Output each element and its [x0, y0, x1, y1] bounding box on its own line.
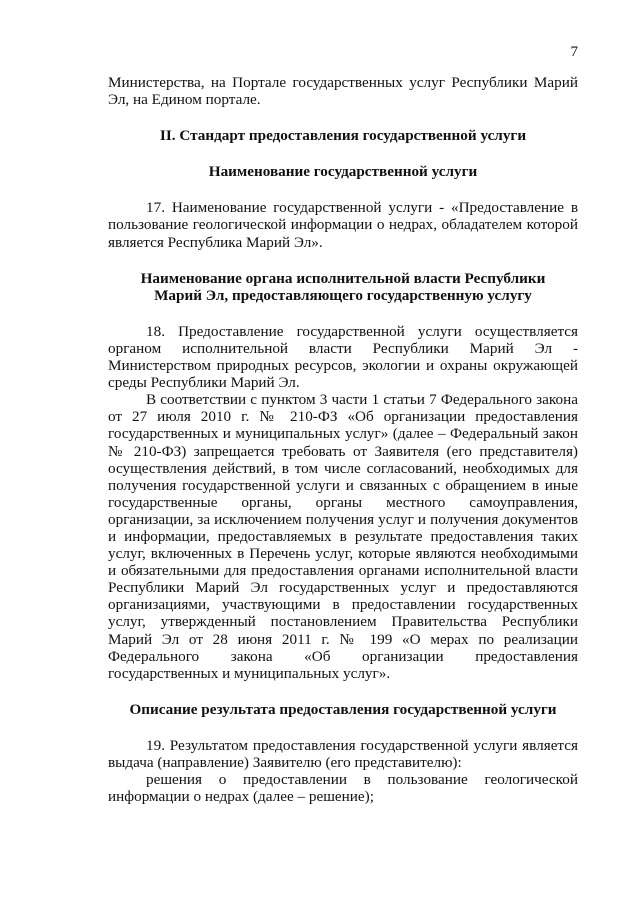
spacer [108, 304, 578, 323]
paragraph-18: 18. Предоставление государственной услуги осуществляется органом исполнительной власти Республики Марий Эл - Министерством природных ресурсов, экологии и охраны окружающей среды Республики Марий Эл. [108, 322, 578, 392]
spacer [108, 718, 578, 737]
spacer [108, 108, 578, 127]
paragraph-19: 19. Результатом предоставления государственной услуги является выдача (направление) Заявителю (его представителю): [108, 736, 578, 771]
page-content [108, 74, 578, 805]
page-number: 7 [570, 44, 578, 60]
spacer [108, 180, 578, 199]
subheading-organ-line-2: Марий Эл, предоставляющего государственную услугу [154, 286, 532, 304]
paragraph-18-law: В соответствии с пунктом 3 части 1 статьи 7 Федерального закона от 27 июля 2010 г. № 210-ФЗ «Об организации предоставления государственных и муниципальных услуг» (далее – Федеральный закон № 210-ФЗ) запрещается требовать от Заявителя (его представителя) осуществления действий, в том числе согласований, необходимых для получения государственной услуги и связанных с обращением в иные государственные органы, органы местного самоуправления, организации, за исключением получения услуг и получения документов и информации, предоставляемых в результате предоставления таких услуг, включенных в Перечень услуг, которые являются необходимыми и обязательными для предоставления органами исполнительной власти Республики Марий Эл государственных услуг и предоставляются организациями, участвующими в предоставлении государственных услуг, утвержденный постановлением Правительства Республики Марий Эл от 28 июня 2011 г. № 199 «О мерах по реализации Федерального закона «Об организации предоставления государственных и муниципальных услуг». [108, 391, 578, 682]
spacer [108, 682, 578, 701]
spacer [108, 144, 578, 163]
paragraph-intro: Министерства, на Портале государственных услуг Республики Марий Эл, на Едином портале. [108, 74, 578, 109]
paragraph-19-decision: решения о предоставлении в пользование геологической информации о недрах (далее – решение); [108, 771, 578, 806]
spacer [108, 251, 578, 270]
paragraph-17: 17. Наименование государственной услуги - «Предоставление в пользование геологической информации о недрах, обладателем которой является Республика Марий Эл». [108, 199, 578, 251]
section-heading: II. Стандарт предоставления государственной услуги [159, 127, 527, 145]
subheading-organ-line-1: Наименование органа исполнительной власти Республики [140, 269, 546, 287]
subheading-service-name: Наименование государственной услуги [208, 163, 478, 181]
subheading-result: Описание результата предоставления государственной услуги [129, 700, 557, 718]
